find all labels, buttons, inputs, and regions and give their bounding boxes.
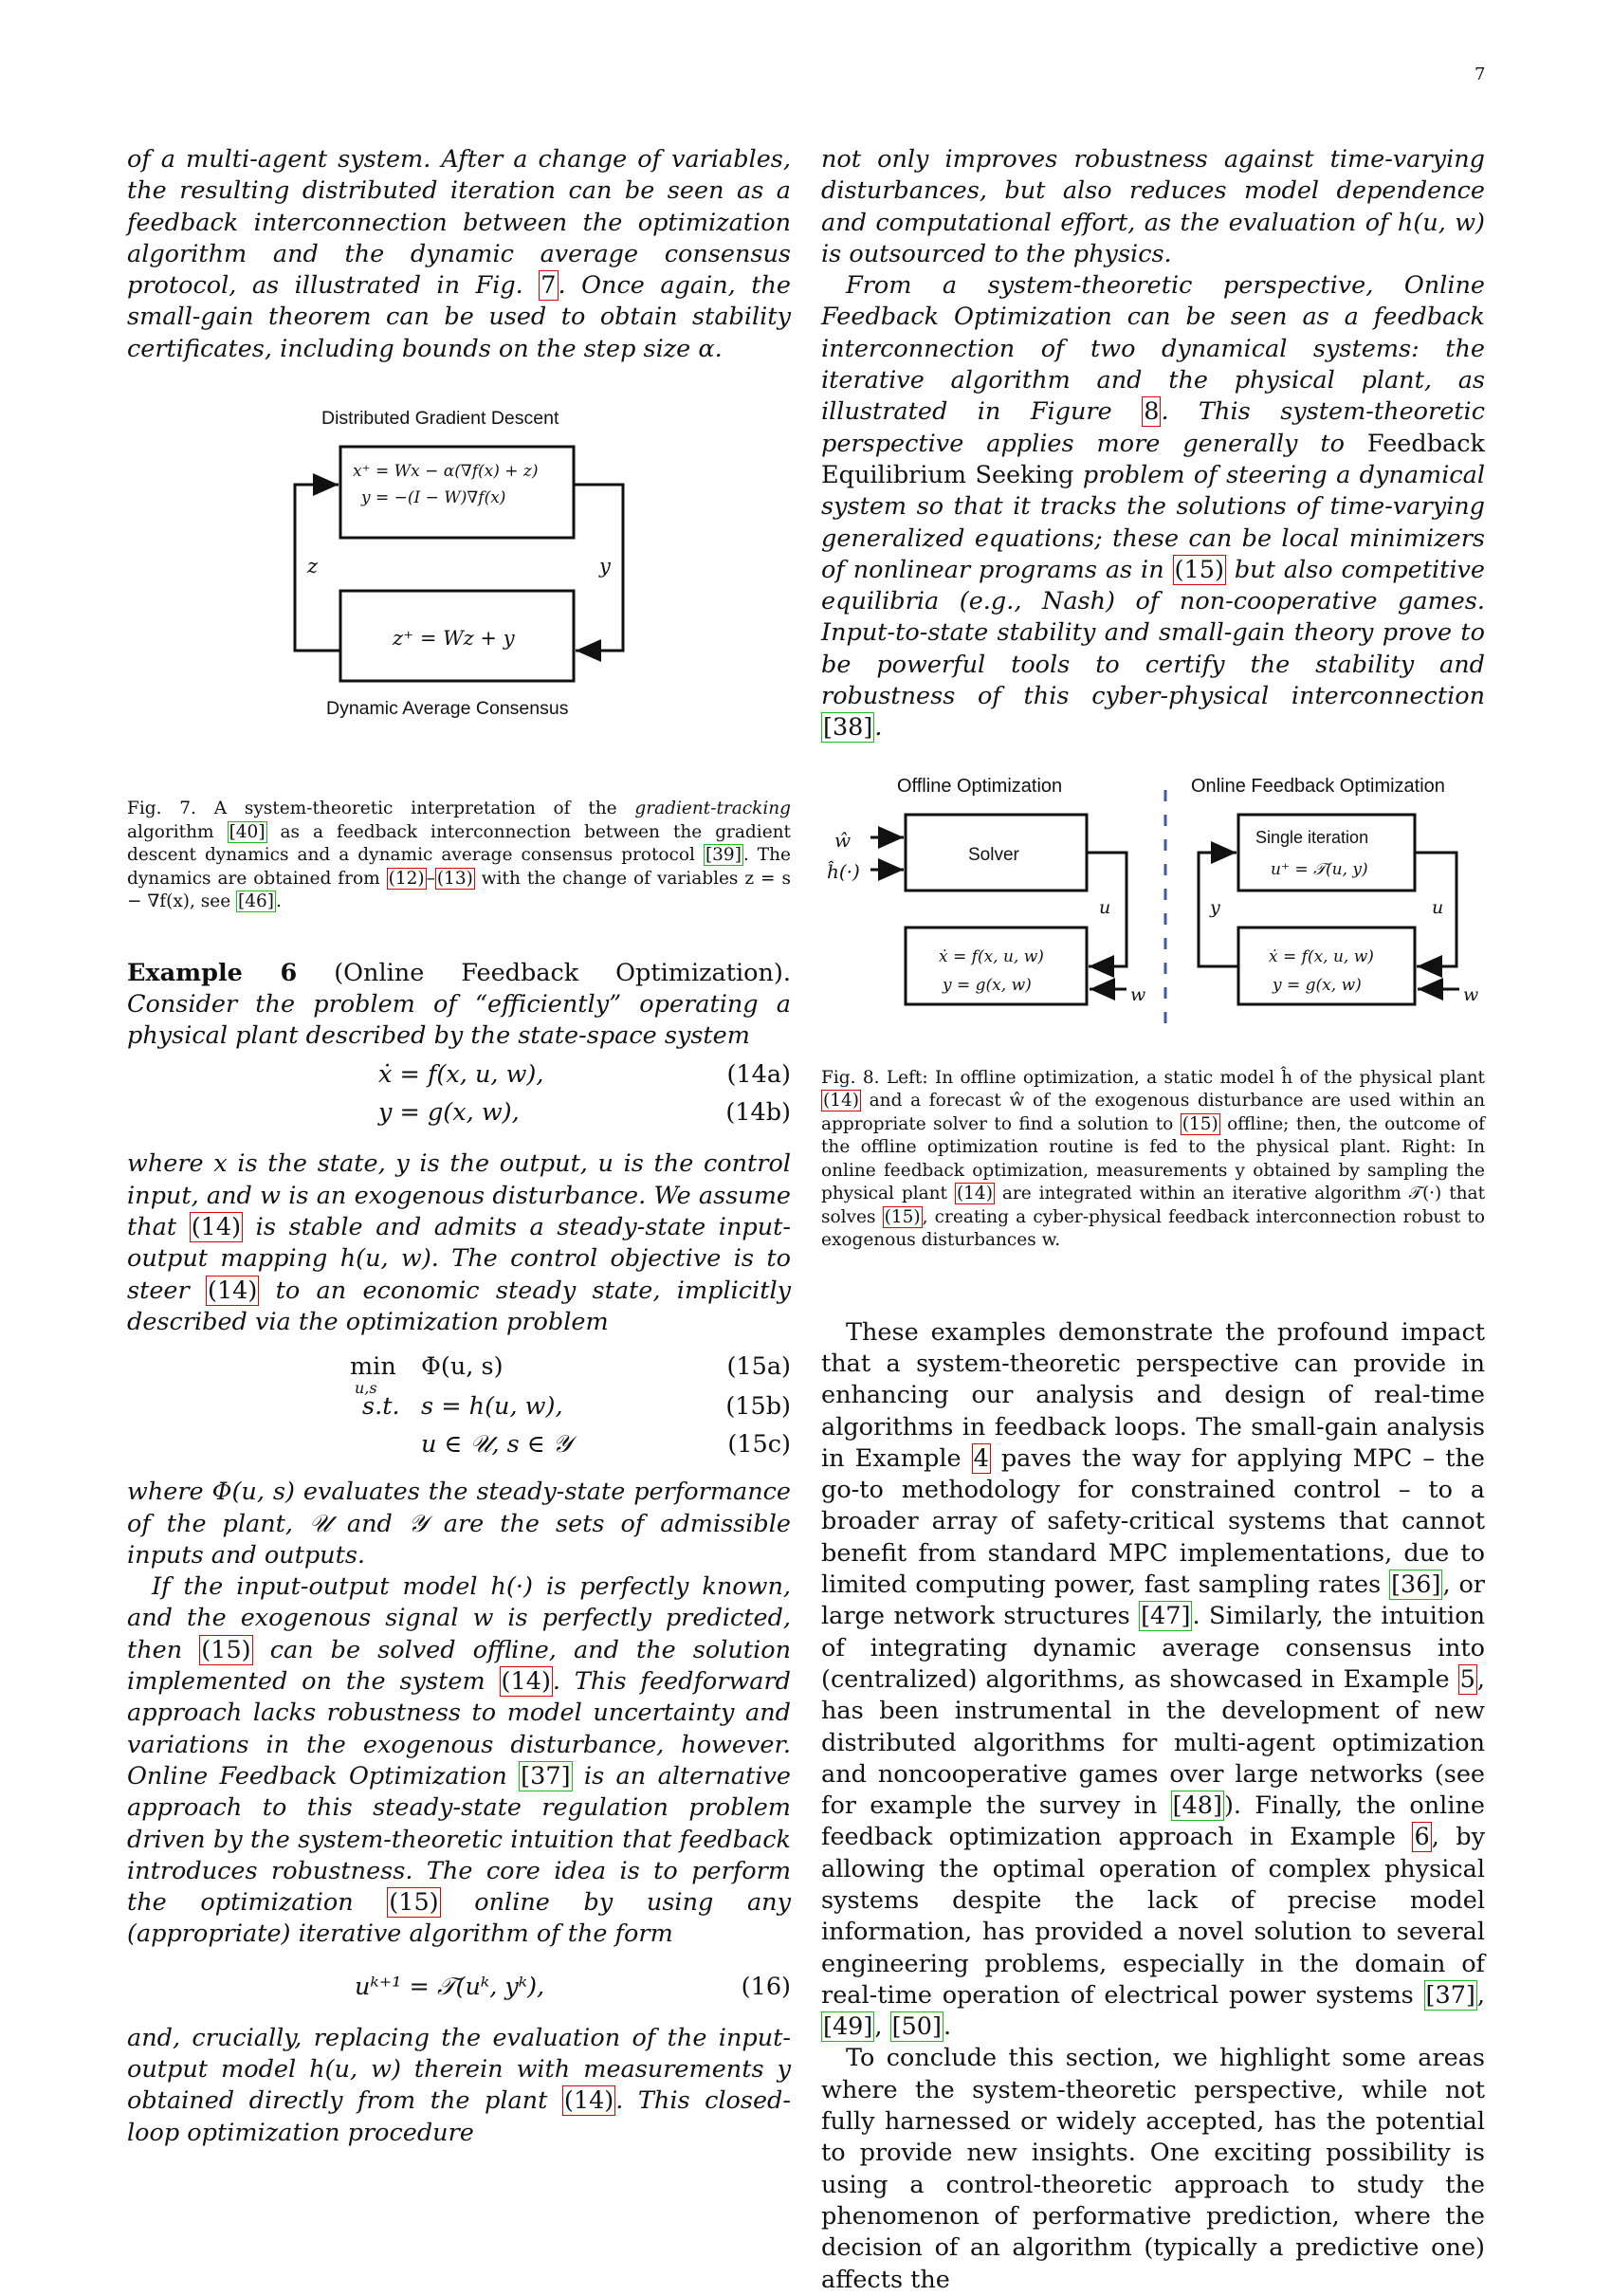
equation-14a	[127, 1059, 791, 1097]
figure-7-caption	[127, 798, 791, 914]
where1-text-b: is stable and admits a steady-state input-output mapping h(u, w). The control objective is to steer	[127, 1213, 791, 1305]
equation-14-link-5[interactable]: (14)	[823, 1091, 859, 1111]
crucial-text-a: and, crucially, replacing the evaluation of the input-output model h(u, w) therein with measurements y obtained directly from the plant	[127, 2023, 791, 2116]
equation-15b-expr: s = h(u, w),	[421, 1392, 563, 1422]
these-text-f: ). Finally, the online feedback optimization approach in Example	[821, 1791, 1485, 1852]
fig7-caption-dash: –	[426, 868, 435, 889]
fig8-plant-right-eq1: ẋ = f(x, u, w)	[1269, 946, 1374, 966]
these-text-e: , has been instrumental in the development of new distributed algorithms for multi-agent optimization and noncooperative games over large networks (see for example the survey in	[821, 1664, 1485, 1821]
if-text-b: can be solved offline, and the solution implemented on the system	[127, 1635, 791, 1697]
fig8-plant-left-eq1: ẋ = f(x, u, w)	[939, 946, 1044, 966]
equation-14a-expr: ẋ = f(x, u, w),	[378, 1060, 544, 1090]
fig8-single-iteration: Single iteration	[1255, 827, 1369, 847]
equation-15-link-2[interactable]: (15)	[389, 1888, 439, 1918]
example-4-link[interactable]: 4	[973, 1443, 989, 1473]
figure-8	[821, 773, 1485, 1067]
figure-8-diagram	[821, 773, 1485, 1038]
fig7-caption-emph: gradient-tracking	[634, 799, 791, 819]
citation-38-link[interactable]: [38]	[823, 713, 873, 743]
fig8-title-left: Offline Optimization	[897, 775, 1063, 797]
fig7-label-z: z	[307, 555, 319, 579]
conclude-paragraph: To conclude this section, we highlight some areas where the system-theoretic perspective, while not fully harnessed or widely accepted, has the potential to provide new insights. One exciting possibility is using a control-theoretic approach to study the phenomenon of performative prediction, where the decision of an algorithm (typically a predictive one) affects the	[821, 2044, 1485, 2294]
equation-15c	[127, 1429, 791, 1467]
equation-14-link-6[interactable]: (14)	[956, 1184, 993, 1204]
from-text-b: . This system-theoretic perspective applies more generally to	[821, 397, 1485, 458]
fig7-caption-mid4: with the change of variables z = s − ∇f(x), see	[127, 868, 792, 912]
figure-8-caption	[821, 1067, 1485, 1253]
fig8-input-hhat: ĥ(·)	[827, 859, 860, 883]
fig8-w-right: w	[1463, 983, 1479, 1005]
fig8-ref-link[interactable]: 8	[1144, 397, 1160, 427]
equation-15b-number: (15b)	[725, 1392, 791, 1422]
continuation-paragraph: not only improves robustness against time-varying disturbances, but also reduces model dependence and computational effort, as the evaluation of h(u, w) is outsourced to the physics.	[821, 145, 1485, 268]
equation-15a-subscript: u,s	[355, 1379, 377, 1398]
example-6-paragraph	[127, 958, 791, 1053]
equation-12-link[interactable]: (12)	[388, 868, 425, 889]
citation-37-link-2[interactable]: [37]	[1425, 1980, 1475, 2010]
equation-15c-expr: u ∈ 𝒰, s ∈ 𝒴	[421, 1430, 572, 1460]
if-text-e: online by using any (appropriate) iterative algorithm of the form	[127, 1888, 791, 1949]
citation-48-link[interactable]: [48]	[1172, 1791, 1222, 1821]
if-text-d: is an alternative approach to this steady-state regulation problem driven by the system-theoretic intuition that feedback introduces robustness. The core idea is to perform the optimization	[127, 1761, 791, 1918]
these-text-g: , by allowing the optimal operation of complex physical systems despite the lack of precise model information, has provided a novel solution to several engineering problems, especially in the domain of real-time operation of electrical power systems	[821, 1823, 1485, 2010]
fig7-caption-mid1: algorithm	[127, 821, 228, 842]
if-paragraph	[127, 1571, 791, 1951]
citation-49-link[interactable]: [49]	[823, 2012, 873, 2042]
equation-15a-number: (15a)	[726, 1352, 791, 1382]
fig8-solver-label: Solver	[968, 844, 1019, 865]
equation-15-link-4[interactable]: (15)	[1182, 1113, 1218, 1134]
these-text-j: .	[943, 2012, 952, 2042]
citation-46-link[interactable]: [46]	[238, 891, 275, 912]
equation-15a-expr: Φ(u, s)	[421, 1352, 504, 1382]
citation-47-link[interactable]: [47]	[1141, 1602, 1191, 1631]
these-text-d: . Similarly, the intuition of integrating dynamic average consensus into (centralized) algorithms, as showcased in Example	[821, 1602, 1485, 1694]
fig8-input-what: ŵ	[834, 828, 852, 852]
fig8-caption-c: offline; then, the outcome of the offline optimization routine is fed to the physical plant. Right: In online feedback optimization, measurements y obtained by sampling the physical plant	[821, 1113, 1485, 1204]
left-column	[127, 144, 791, 2149]
where-paragraph-1	[127, 1148, 791, 1338]
example-5-link[interactable]: 5	[1459, 1664, 1475, 1694]
intro-text-a: of a multi-agent system. After a change of variables, the resulting distributed iteration can be seen as a feedback interconnection between the optimization algorithm and the dynamic average consensus protocol, as illustrated in Fig.	[127, 145, 791, 301]
equation-14-link-3[interactable]: (14)	[501, 1667, 551, 1697]
citation-50-link[interactable]: [50]	[891, 2012, 942, 2042]
equation-15c-number: (15c)	[727, 1430, 791, 1460]
example-6-heading: Example 6	[127, 958, 298, 987]
fig8-caption-d: are integrated within an iterative algorithm 𝒯(·) that solves	[821, 1184, 1486, 1227]
equation-14-link-2[interactable]: (14)	[208, 1276, 258, 1305]
where1-text-c: to an economic steady state, implicitly described via the optimization problem	[127, 1276, 792, 1336]
equation-15b-st: s.t.	[362, 1392, 400, 1422]
fig7-ref-link[interactable]: 7	[540, 271, 557, 301]
equation-13-link[interactable]: (13)	[436, 868, 473, 889]
page-number: 7	[1475, 64, 1486, 84]
feedback-equilibrium-seeking: Feedback Equilibrium Seeking	[821, 429, 1485, 489]
equation-15a	[127, 1351, 791, 1398]
equation-14b-number: (14b)	[725, 1098, 791, 1128]
fig8-title-right: Online Feedback Optimization	[1191, 775, 1445, 797]
these-text-a: These examples demonstrate the profound impact that a system-theoretic perspective can provide in enhancing our analysis and design of real-time algorithms in feedback loops. The small-gain analysis in Example	[821, 1317, 1485, 1473]
system-theoretic-paragraph	[821, 270, 1485, 744]
fig8-caption-b: and a forecast ŵ of the exogenous disturbance are used within an appropriate solver to find a solution to	[821, 1091, 1485, 1134]
fig7-caption-end: .	[276, 891, 282, 912]
example-6-title: (Online Feedback Optimization).	[297, 958, 791, 987]
equation-14-link-4[interactable]: (14)	[563, 2086, 614, 2116]
right-column	[821, 144, 1485, 2296]
equation-16-number: (16)	[741, 1972, 791, 2001]
example-6-link[interactable]: 6	[1414, 1823, 1430, 1852]
crucial-text-b: . This closed-loop optimization procedure	[127, 2086, 791, 2147]
citation-37-link-1[interactable]: [37]	[521, 1761, 571, 1791]
fig7-title-top: Distributed Gradient Descent	[321, 408, 559, 430]
from-text-e: .	[874, 713, 883, 743]
citation-39-link[interactable]: [39]	[705, 845, 742, 866]
fig8-caption-e: , creating a cyber-physical feedback interconnection robust to exogenous disturbances w.	[821, 1206, 1486, 1251]
y-signal-line	[574, 485, 623, 651]
fig8-plant-right-eq2: y = g(x, w)	[1273, 975, 1362, 995]
equation-14b-expr: y = g(x, w),	[378, 1098, 520, 1128]
where-paragraph-2: where Φ(u, s) evaluates the steady-state performance of the plant, 𝒰 and 𝒴 are the sets of admissible inputs and outputs.	[127, 1478, 791, 1570]
intro-text-b: . Once again, the small-gain theorem can be used to obtain stability certificates, including bounds on the step size α.	[127, 271, 791, 363]
from-text-d: but also competitive equilibria (e.g., Nash) of non-cooperative games. Input-to-state stability and small-gain theory prove to be powerful tools to certify the stability and robustness of this cyber-physical interconnection	[821, 555, 1485, 711]
these-text-i: ,	[874, 2012, 890, 2042]
example-6-text: Consider the problem of “efficiently” operating a physical plant described by the state-space system	[127, 989, 791, 1051]
equation-14b	[127, 1097, 791, 1135]
fig7-caption-prefix: Fig. 7. A system-theoretic interpretation of the	[127, 799, 635, 819]
fig8-plant-left-eq2: y = g(x, w)	[943, 975, 1032, 995]
equation-15-link-3[interactable]: (15)	[1174, 555, 1224, 584]
fig8-iteration-eq: u⁺ = 𝒯(u, y)	[1271, 859, 1368, 879]
these-text-c: , or large network structures	[821, 1570, 1485, 1631]
fig7-caption-mid3: . The dynamics are obtained from	[127, 845, 792, 889]
fig7-title-bottom: Dynamic Average Consensus	[326, 698, 569, 720]
fig7-caption-mid2: as a feedback interconnection between the gradient descent dynamics and a dynamic average consensus protocol	[127, 821, 791, 866]
fig8-w-left: w	[1130, 983, 1146, 1005]
figure-7	[127, 409, 791, 798]
citation-36-link[interactable]: [36]	[1391, 1570, 1441, 1600]
fig7-bottom-eq: z⁺ = Wz + y	[393, 627, 515, 651]
equation-14-link-1[interactable]: (14)	[191, 1213, 242, 1242]
from-text-c: problem of steering a dynamical system so that it tracks the solutions of time-varying generalized equations; these can be local minimizers of nonlinear programs as in	[821, 460, 1485, 584]
where1-text-a: where x is the state, y is the output, u is the control input, and w is an exogenous disturbance. We assume that	[127, 1149, 791, 1242]
these-examples-paragraph	[821, 1317, 1485, 2044]
fig8-y-right: y	[1210, 896, 1220, 918]
fig8-u-left: u	[1099, 896, 1111, 918]
fig7-top-eq-2: y = −(I − W)∇f(x)	[361, 488, 506, 508]
these-text-b: paves the way for applying MPC – the go-to methodology for constrained control – to a broader array of safety-critical systems that cannot benefit from standard MPC implementations, due to limited computing power, fast sampling rates	[821, 1443, 1485, 1600]
crucial-paragraph	[127, 2023, 791, 2149]
fig8-u-right: u	[1432, 896, 1444, 918]
equation-16-expr: uᵏ⁺¹ = 𝒯(uᵏ, yᵏ),	[355, 1972, 545, 2001]
equation-15b	[127, 1391, 791, 1429]
citation-40-link[interactable]: [40]	[229, 821, 266, 842]
if-text-c: . This feedforward approach lacks robustness to model uncertainty and variations in the exogenous disturbance, however. Online Feedback Optimization	[127, 1667, 791, 1791]
from-text-a: From a system-theoretic perspective, Online Feedback Optimization can be seen as a feedback interconnection of two dynamical systems: the iterative algorithm and the physical plant, as illustrated in Figure	[821, 271, 1485, 427]
equation-14a-number: (14a)	[726, 1060, 791, 1090]
equation-15a-min: min	[350, 1352, 396, 1382]
fig8-caption-a: Fig. 8. Left: In offline optimization, a static model ĥ of the physical plant	[821, 1067, 1485, 1088]
intro-paragraph	[127, 144, 791, 365]
these-text-h: ,	[1476, 1980, 1485, 2010]
equation-16	[127, 1972, 791, 2013]
if-text-a: If the input-output model h(·) is perfectly known, and the exogenous signal w is perfectly predicted, then	[127, 1572, 791, 1664]
fig7-label-y: y	[599, 555, 611, 579]
equation-15-link-5[interactable]: (15)	[884, 1206, 921, 1227]
fig7-top-eq-1: x⁺ = Wx − α(∇f(x) + z)	[353, 462, 539, 482]
equation-15-link-1[interactable]: (15)	[201, 1635, 251, 1664]
